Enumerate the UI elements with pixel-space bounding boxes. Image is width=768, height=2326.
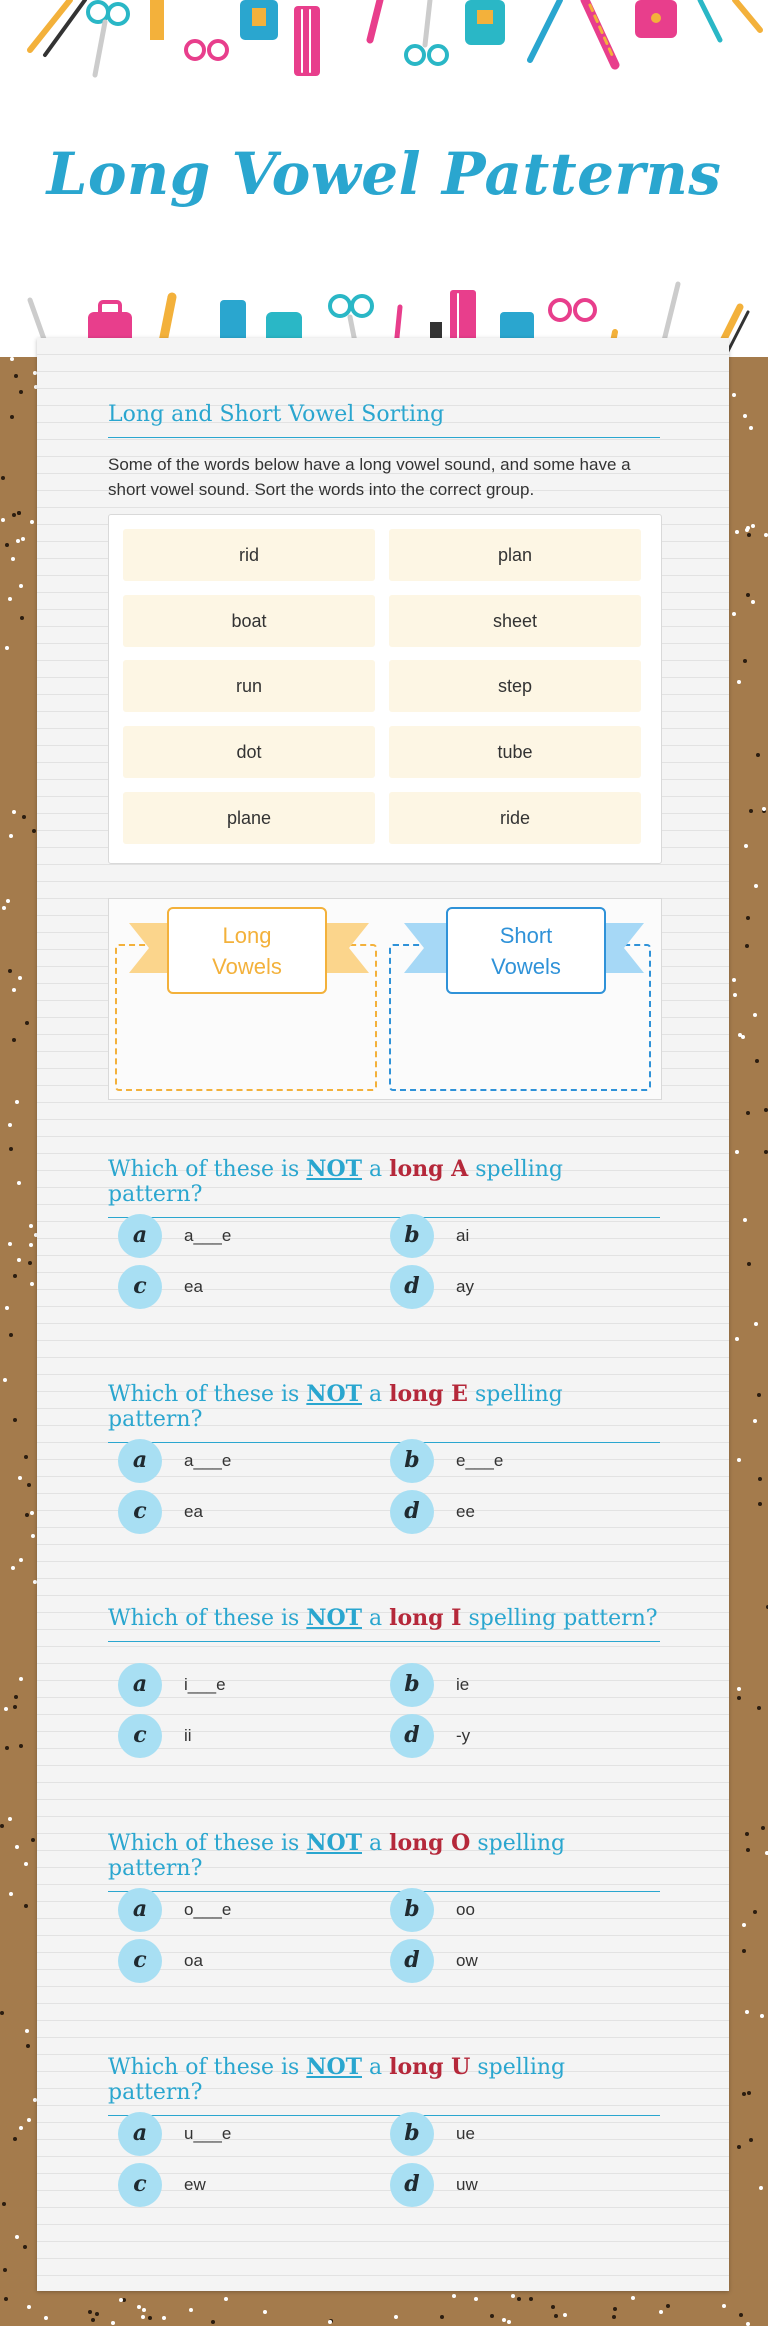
option-text: ie [456,1675,470,1694]
cork-speckle [8,969,12,973]
cork-speckle [746,1111,750,1115]
cork-speckle [18,1476,22,1480]
cork-speckle [753,1013,757,1017]
cork-speckle [26,2044,30,2048]
option-text: ew [184,2175,206,2194]
cork-speckle [11,1566,15,1570]
cork-speckle [751,600,755,604]
cork-speckle [9,1333,13,1337]
cork-speckle [440,2315,444,2319]
cork-speckle [735,1337,739,1341]
cork-speckle [29,1243,33,1247]
cork-speckle [31,1838,35,1842]
cork-speckle [761,1826,765,1830]
option-text: ii [184,1726,192,1745]
cork-speckle [28,1261,32,1265]
cork-speckle [764,533,768,537]
question-5-prompt: Which of these is NOT a long U spelling pattern? [108,2054,660,2116]
word-card[interactable]: ride [389,792,641,844]
cork-speckle [0,1824,4,1828]
cork-speckle [19,2126,23,2130]
cork-speckle [757,1706,761,1710]
cork-speckle [659,2310,663,2314]
cork-speckle [743,659,747,663]
question-3-prompt: Which of these is NOT a long I spelling pattern? [108,1605,660,1642]
cork-speckle [8,597,12,601]
word-bank [108,514,662,864]
cork-speckle [141,2315,145,2319]
cork-speckle [5,1306,9,1310]
cork-speckle [33,371,37,375]
cork-speckle [732,978,736,982]
cork-speckle [11,557,15,561]
cork-speckle [3,2268,7,2272]
cork-speckle [747,533,751,537]
cork-speckle [751,524,755,528]
option-text: ue [456,2124,475,2143]
option-letter-bubble[interactable]: b [390,1888,434,1932]
cork-speckle [21,537,25,541]
cork-speckle [9,1147,13,1151]
school-supplies-top-decoration [0,0,768,80]
cork-speckle [25,2029,29,2033]
cork-speckle [745,944,749,948]
cork-speckle [529,2297,533,2301]
cork-speckle [15,1100,19,1104]
cork-speckle [757,1393,761,1397]
cork-speckle [394,2315,398,2319]
cork-speckle [8,1242,12,1246]
short-vowels-label: Short Vowels [446,907,606,994]
cork-speckle [745,528,749,532]
cork-speckle [12,513,16,517]
option-text: ea [184,1502,203,1521]
cork-speckle [743,414,747,418]
cork-speckle [27,2118,31,2122]
word-card[interactable]: step [389,660,641,712]
cork-speckle [16,539,20,543]
option-text: oa [184,1951,203,1970]
cork-speckle [142,2308,146,2312]
cork-speckle [263,2310,267,2314]
cork-speckle [745,2010,749,2014]
cork-speckle [744,844,748,848]
cork-speckle [758,1477,762,1481]
cork-speckle [24,1455,28,1459]
cork-speckle [735,1150,739,1154]
option-letter-bubble[interactable]: b [390,1439,434,1483]
sorting-instructions: Some of the words below have a long vowel sound, and some have a short vowel sound. Sort the words into the correct group. [108,455,631,499]
option-text: ai [456,1226,470,1245]
cork-speckle [6,899,10,903]
option-text: a___e [184,1226,232,1245]
cork-speckle [551,2305,555,2309]
option-text: i___e [184,1675,226,1694]
cork-speckle [517,2297,521,2301]
cork-speckle [739,2313,743,2317]
cork-speckle [733,993,737,997]
option-text: ow [456,1951,478,1970]
option-letter-bubble[interactable]: d [390,2163,434,2207]
option-letter-bubble[interactable]: a [118,1439,162,1483]
cork-speckle [4,1707,8,1711]
cork-speckle [612,2315,616,2319]
cork-speckle [749,2138,753,2142]
cork-speckle [224,2297,228,2301]
cork-speckle [328,2320,332,2324]
cork-speckle [732,612,736,616]
cork-speckle [13,1418,17,1422]
cork-speckle [760,2014,764,2018]
cork-speckle [32,829,36,833]
option-letter-bubble[interactable]: d [390,1265,434,1309]
cork-speckle [764,1150,768,1154]
word-card[interactable]: sheet [389,595,641,647]
cork-speckle [111,2321,115,2325]
cork-speckle [4,2297,8,2301]
cork-speckle [18,976,22,980]
cork-speckle [10,357,14,361]
word-card[interactable]: run [123,660,375,712]
cork-speckle [25,1021,29,1025]
cork-speckle [755,1059,759,1063]
cork-speckle [1,518,5,522]
cork-speckle [749,809,753,813]
question-4-prompt: Which of these is NOT a long O spelling pattern? [108,1830,660,1892]
cork-speckle [507,2320,511,2324]
option-letter-bubble[interactable]: b [390,2112,434,2156]
cork-speckle [19,1744,23,1748]
option-text: oo [456,1900,475,1919]
cork-speckle [15,1845,19,1849]
cork-speckle [13,2137,17,2141]
worksheet-header [0,0,768,357]
option-letter-bubble[interactable]: a [118,1663,162,1707]
question-1-prompt: Which of these is NOT a long A spelling pattern? [108,1156,660,1218]
cork-speckle [753,1419,757,1423]
cork-speckle [25,1513,29,1517]
cork-speckle [735,530,739,534]
cork-speckle [27,2305,31,2309]
cork-speckle [13,1274,17,1278]
option-letter-bubble[interactable]: b [390,1214,434,1258]
option-text: e___e [456,1451,504,1470]
cork-speckle [12,810,16,814]
cork-speckle [666,2304,670,2308]
cork-speckle [14,1695,18,1699]
cork-speckle [753,1910,757,1914]
cork-speckle [758,1502,762,1506]
cork-speckle [756,753,760,757]
cork-speckle [9,1892,13,1896]
cork-speckle [737,680,741,684]
cork-speckle [746,593,750,597]
option-letter-bubble[interactable]: c [118,1265,162,1309]
cork-speckle [502,2318,506,2322]
cork-speckle [742,1923,746,1927]
cork-speckle [44,2316,48,2320]
word-card[interactable]: dot [123,726,375,778]
cork-speckle [5,543,9,547]
cork-speckle [737,2145,741,2149]
cork-speckle [19,1558,23,1562]
cork-speckle [722,2304,726,2308]
worksheet-title: Long Vowel Patterns [46,140,722,208]
cork-speckle [5,1746,9,1750]
cork-speckle [742,2092,746,2096]
option-text: ay [456,1277,474,1296]
sorting-heading: Long and Short Vowel Sorting [108,402,660,438]
cork-speckle [9,834,13,838]
sorting-categories [108,898,662,1100]
option-text: uw [456,2175,478,2194]
cork-speckle [1,476,5,480]
cork-speckle [613,2307,617,2311]
cork-speckle [762,807,766,811]
option-text: ea [184,1277,203,1296]
cork-speckle [490,2314,494,2318]
option-letter-bubble[interactable]: a [118,1888,162,1932]
cork-speckle [754,1322,758,1326]
cork-speckle [8,1817,12,1821]
cork-speckle [732,393,736,397]
option-letter-bubble[interactable]: c [118,1714,162,1758]
option-text: u___e [184,2124,232,2143]
cork-speckle [30,1511,34,1515]
cork-speckle [12,988,16,992]
cork-speckle [743,1218,747,1222]
cork-speckle [14,374,18,378]
option-text: -y [456,1726,471,1745]
option-letter-bubble[interactable]: d [390,1714,434,1758]
cork-speckle [24,1904,28,1908]
cork-speckle [23,2245,27,2249]
cork-speckle [759,2186,763,2190]
option-letter-bubble[interactable]: c [118,2163,162,2207]
cork-speckle [749,426,753,430]
cork-speckle [17,1181,21,1185]
question-2-prompt: Which of these is NOT a long E spelling pattern? [108,1381,660,1443]
option-letter-bubble[interactable]: b [390,1663,434,1707]
long-vowels-label: Long Vowels [167,907,327,994]
cork-speckle [2,2202,6,2206]
cork-speckle [5,646,9,650]
cork-speckle [20,616,24,620]
word-card[interactable]: tube [389,726,641,778]
cork-speckle [27,1483,31,1487]
cork-speckle [148,2316,152,2320]
cork-speckle [747,1262,751,1266]
cork-speckle [10,415,14,419]
cork-speckle [554,2314,558,2318]
option-letter-bubble[interactable]: c [118,1939,162,1983]
cork-speckle [746,916,750,920]
cork-speckle [0,2011,4,2015]
cork-speckle [746,2322,750,2326]
cork-speckle [764,1108,768,1112]
cork-speckle [17,1258,21,1262]
cork-speckle [2,906,6,910]
cork-speckle [19,584,23,588]
option-text: ee [456,1502,475,1521]
cork-speckle [24,1862,28,1866]
cork-speckle [563,2313,567,2317]
cork-speckle [746,1848,750,1852]
cork-speckle [13,1705,17,1709]
cork-speckle [22,815,26,819]
cork-speckle [745,1832,749,1836]
cork-speckle [742,1949,746,1953]
cork-speckle [737,1687,741,1691]
option-letter-bubble[interactable]: a [118,2112,162,2156]
cork-speckle [754,884,758,888]
cork-speckle [737,1696,741,1700]
cork-speckle [19,1677,23,1681]
cork-speckle [8,1123,12,1127]
cork-speckle [631,2296,635,2300]
option-letter-bubble[interactable]: d [390,1939,434,1983]
cork-speckle [30,520,34,524]
cork-speckle [211,2320,215,2324]
word-card[interactable]: boat [123,595,375,647]
cork-speckle [737,1458,741,1462]
cork-speckle [3,1378,7,1382]
word-card[interactable]: rid [123,529,375,581]
cork-speckle [511,2294,515,2298]
word-card[interactable]: plane [123,792,375,844]
cork-speckle [17,511,21,515]
cork-speckle [15,2235,19,2239]
cork-speckle [162,2316,166,2320]
cork-speckle [741,1035,745,1039]
cork-speckle [19,390,23,394]
cork-speckle [95,2312,99,2316]
option-letter-bubble[interactable]: a [118,1214,162,1258]
cork-speckle [189,2308,193,2312]
cork-speckle [30,1282,34,1286]
cork-speckle [12,1038,16,1042]
cork-speckle [88,2310,92,2314]
word-card[interactable]: plan [389,529,641,581]
cork-speckle [31,1534,35,1538]
cork-speckle [137,2305,141,2309]
option-text: a___e [184,1451,232,1470]
option-text: o___e [184,1900,232,1919]
cork-speckle [91,2318,95,2322]
cork-speckle [29,1224,33,1228]
cork-speckle [474,2297,478,2301]
cork-speckle [452,2294,456,2298]
option-letter-bubble[interactable]: d [390,1490,434,1534]
option-letter-bubble[interactable]: c [118,1490,162,1534]
cork-speckle [747,2091,751,2095]
